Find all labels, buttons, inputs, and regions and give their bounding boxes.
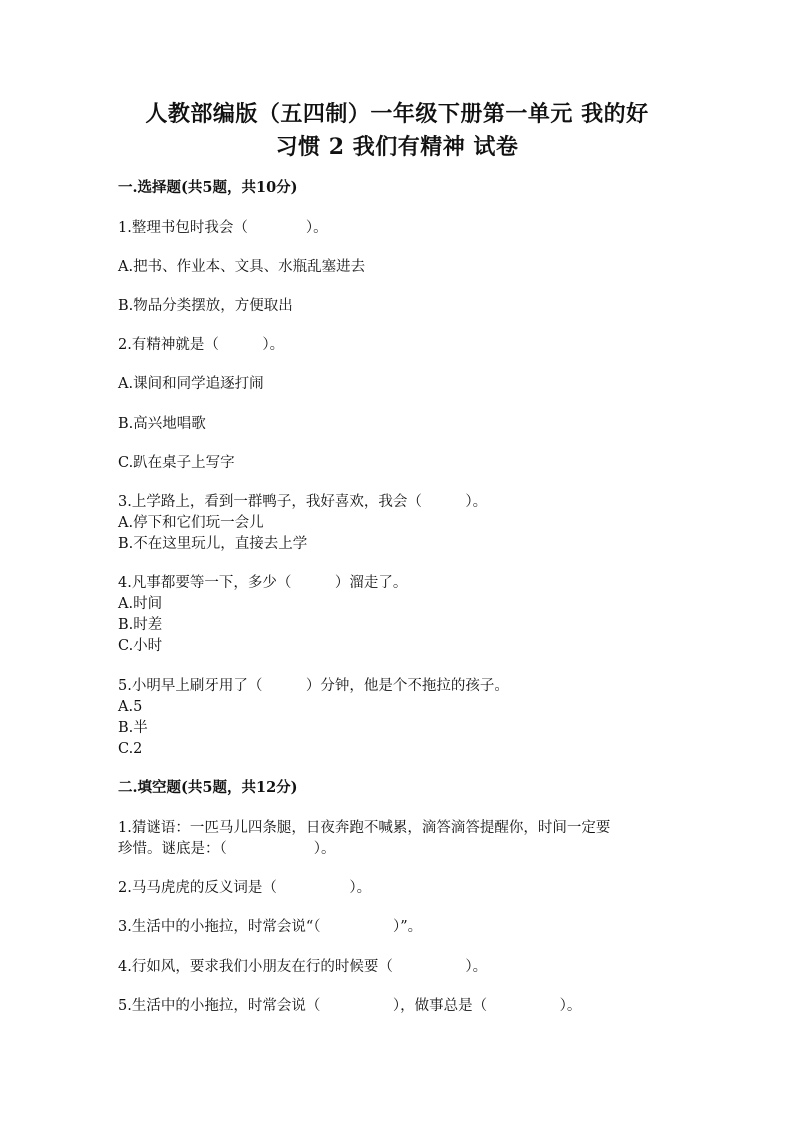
section-heading-choice: 一.选择题(共5题，共10分): [118, 179, 298, 196]
fill-q3: 3.生活中的小拖拉，时常会说“（ ）”。: [118, 919, 423, 935]
fill-q5: 5.生活中的小拖拉，时常会说（ ），做事总是（ ）。: [118, 998, 582, 1014]
choice-q1-stem: 1.整理书包时我会（ ）。: [118, 220, 328, 236]
choice-q1-option-b: B.物品分类摆放，方便取出: [118, 298, 293, 314]
fill-q1-line-2: 珍惜。谜底是：（ ）。: [118, 841, 336, 857]
fill-q4: 4.行如风，要求我们小朋友在行的时候要（ ）。: [118, 959, 488, 975]
section-heading-fill-blank: 二.填空题(共5题，共12分): [118, 779, 298, 796]
choice-q4-option-a: A.时间: [118, 596, 163, 612]
choice-q4-option-c: C.小时: [118, 638, 163, 654]
choice-q4-stem: 4.凡事都要等一下，多少（ ）溜走了。: [118, 575, 408, 591]
page-title-line-2: 习惯 2 我们有精神 试卷: [275, 134, 519, 160]
choice-q5-stem: 5.小明早上刷牙用了（ ）分钟，他是个不拖拉的孩子。: [118, 678, 509, 694]
choice-q1-option-a: A.把书、作业本、文具、水瓶乱塞进去: [118, 259, 366, 275]
choice-q5-option-a: A.5: [118, 699, 143, 715]
choice-q5-option-c: C.2: [118, 741, 143, 757]
choice-q3-option-b: B.不在这里玩儿，直接去上学: [118, 536, 308, 552]
choice-q3-option-a: A.停下和它们玩一会儿: [118, 515, 264, 531]
fill-q2: 2.马马虎虎的反义词是（ ）。: [118, 880, 372, 896]
choice-q2-option-c: C.趴在桌子上写字: [118, 455, 235, 471]
fill-q1-line-1: 1.猜谜语：一匹马儿四条腿，日夜奔跑不喊累，滴答滴答提醒你，时间一定要: [118, 820, 611, 836]
choice-q2-stem: 2.有精神就是（ ）。: [118, 337, 285, 353]
page-title-line-1: 人教部编版（五四制）一年级下册第一单元 我的好: [145, 101, 649, 127]
choice-q2-option-b: B.高兴地唱歌: [118, 416, 206, 432]
choice-q2-option-a: A.课间和同学追逐打闹: [118, 376, 264, 392]
choice-q4-option-b: B.时差: [118, 617, 163, 633]
choice-q3-stem: 3.上学路上，看到一群鸭子，我好喜欢，我会（ ）。: [118, 494, 488, 510]
choice-q5-option-b: B.半: [118, 720, 148, 736]
